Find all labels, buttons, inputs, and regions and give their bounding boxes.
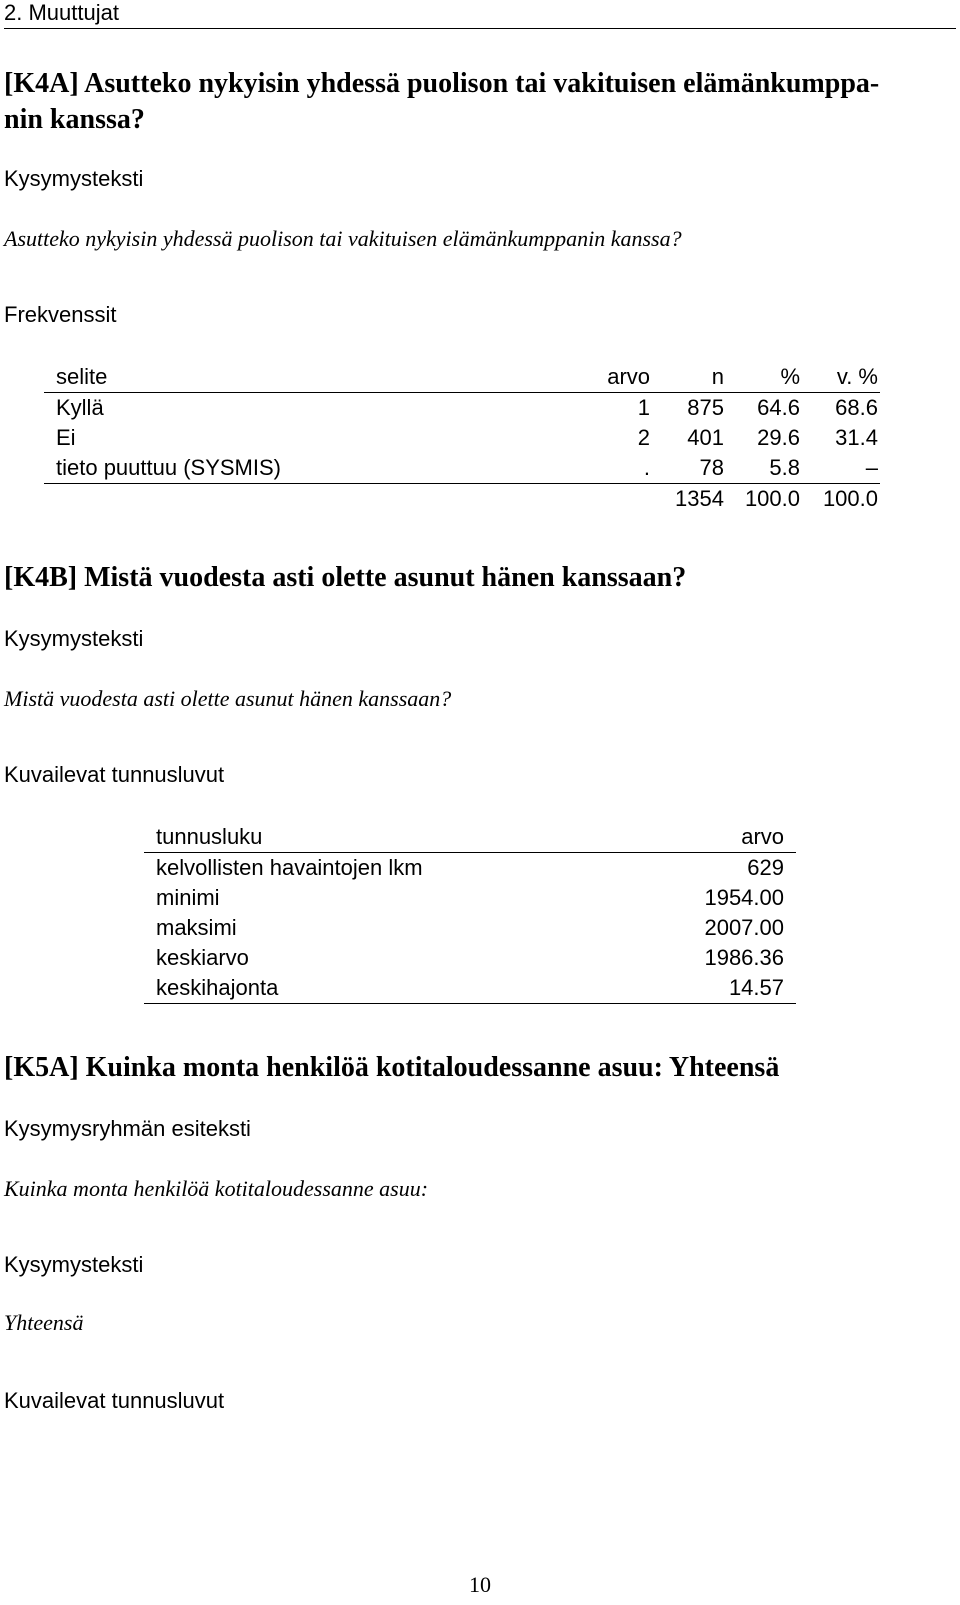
cell-stat-name: minimi bbox=[156, 885, 220, 910]
cell-total-valid-percent: 100.0 bbox=[822, 486, 878, 511]
col-header-selite: selite bbox=[44, 362, 514, 393]
cell-stat-name: keskiarvo bbox=[156, 945, 249, 970]
cell-value: 1 bbox=[637, 395, 650, 420]
cell-total-n: 1354 bbox=[675, 486, 724, 511]
k4b-descriptive-table bbox=[144, 822, 796, 1004]
k5a-group-text: Kuinka monta henkilöä kotitaloudessanne asuu: bbox=[4, 1176, 429, 1201]
table-header-row bbox=[44, 362, 880, 393]
table-row bbox=[44, 453, 880, 484]
table-row bbox=[144, 913, 796, 943]
cell-valid-percent: 31.4 bbox=[835, 425, 878, 450]
k4a-freq-label: Frekvenssit bbox=[4, 302, 117, 327]
table-row bbox=[144, 853, 796, 884]
k4a-question-text: Asutteko nykyisin yhdessä puolison tai vakituisen elämänkumppanin kanssa? bbox=[4, 226, 682, 251]
table-row bbox=[144, 883, 796, 913]
k4a-question-label: Kysymysteksti bbox=[4, 166, 144, 191]
cell-n: 78 bbox=[650, 453, 724, 484]
table-row bbox=[144, 973, 796, 1004]
chapter-heading: 2. Muuttujat bbox=[4, 0, 119, 25]
page-number: 10 bbox=[469, 1572, 491, 1597]
cell-value: 2 bbox=[637, 425, 650, 450]
k5a-desc-label: Kuvailevat tunnusluvut bbox=[4, 1388, 225, 1413]
cell-stat-value: 1986.36 bbox=[704, 945, 784, 970]
cell-label: tieto puuttuu (SYSMIS) bbox=[44, 453, 514, 484]
table-header-row bbox=[144, 822, 796, 853]
k4b-question-label: Kysymysteksti bbox=[4, 626, 144, 651]
col-header-tunnusluku: tunnusluku bbox=[144, 822, 564, 853]
k4b-title: [K4B] Mistä vuodesta asti olette asunut hänen kanssaan? bbox=[4, 562, 687, 593]
k5a-question-label: Kysymysteksti bbox=[4, 1252, 144, 1277]
k4a-title bbox=[4, 66, 944, 138]
cell-stat-name: kelvollisten havaintojen lkm bbox=[156, 855, 423, 880]
k5a-group-label: Kysymysryhmän esiteksti bbox=[4, 1116, 251, 1141]
cell-total-value bbox=[514, 484, 650, 515]
cell-total-percent: 100.0 bbox=[744, 486, 800, 511]
table-row bbox=[44, 393, 880, 424]
cell-n: 875 bbox=[687, 395, 724, 420]
k4b-desc-label: Kuvailevat tunnusluvut bbox=[4, 762, 225, 787]
cell-label: Kyllä bbox=[56, 395, 104, 420]
cell-stat-value: 629 bbox=[747, 855, 784, 880]
col-header-arvo: arvo bbox=[514, 362, 650, 393]
k4b-question-text: Mistä vuodesta asti olette asunut hänen kanssaan? bbox=[4, 686, 452, 711]
table-row bbox=[144, 943, 796, 973]
col-header-percent: % bbox=[724, 362, 800, 393]
col-header-arvo: arvo bbox=[564, 822, 796, 853]
table-row bbox=[44, 423, 880, 453]
cell-percent: 5.8 bbox=[724, 453, 800, 484]
cell-stat-value: 2007.00 bbox=[704, 915, 784, 940]
cell-stat-value: 1954.00 bbox=[704, 885, 784, 910]
col-header-valid-percent: v. % bbox=[800, 362, 880, 393]
chapter-rule bbox=[4, 28, 956, 29]
cell-stat-name: keskihajonta bbox=[144, 973, 564, 1004]
k4a-frequency-table bbox=[44, 362, 880, 514]
table-total-row bbox=[44, 484, 880, 515]
cell-percent: 29.6 bbox=[757, 425, 800, 450]
cell-valid-percent: – bbox=[800, 453, 880, 484]
cell-percent: 64.6 bbox=[757, 395, 800, 420]
cell-stat-name: maksimi bbox=[156, 915, 237, 940]
cell-value: . bbox=[514, 453, 650, 484]
k4a-title-line2: nin kanssa? bbox=[4, 104, 145, 135]
col-header-n: n bbox=[650, 362, 724, 393]
k5a-question-text: Yhteensä bbox=[4, 1310, 84, 1335]
cell-total-label bbox=[44, 484, 514, 515]
cell-n: 401 bbox=[687, 425, 724, 450]
k4a-title-line1: [K4A] Asutteko nykyisin yhdessä puolison tai vakituisen elämänkumppa- bbox=[4, 68, 880, 99]
cell-stat-value: 14.57 bbox=[564, 973, 796, 1004]
cell-valid-percent: 68.6 bbox=[835, 395, 878, 420]
cell-label: Ei bbox=[56, 425, 76, 450]
k5a-title: [K5A] Kuinka monta henkilöä kotitaloudessanne asuu: Yhteensä bbox=[4, 1052, 780, 1083]
